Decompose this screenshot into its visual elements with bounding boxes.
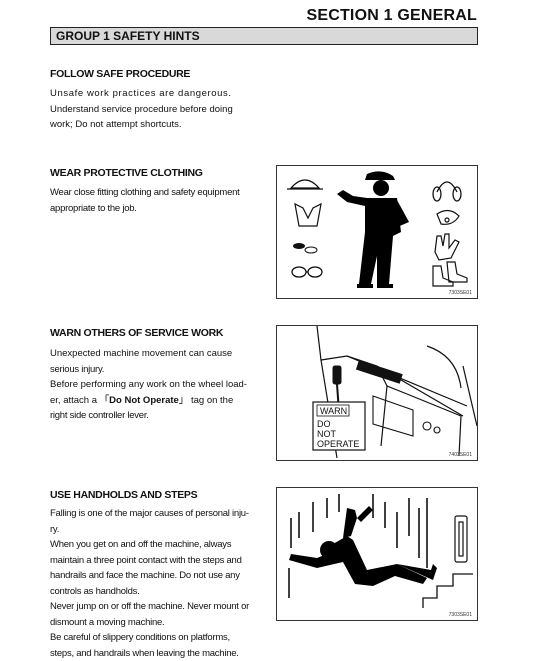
do-not-operate-quote: 「Do Not Operate」 xyxy=(100,395,189,406)
body-line: ry. xyxy=(50,522,262,538)
falling-worker-illustration xyxy=(277,488,477,620)
goggles-icon xyxy=(292,267,322,277)
body-line: right side controller lever. xyxy=(50,408,260,424)
group-title: GROUP 1 SAFETY HINTS xyxy=(56,29,200,43)
body-line: steps, and handrails when leaving the machine. xyxy=(50,646,262,661)
body-warn-others xyxy=(50,346,260,424)
body-line: handrails and face the machine. Do not use any xyxy=(50,568,262,584)
body-line: maintain a three point contact with the steps and xyxy=(50,553,262,569)
body-text-fragment: tag on the xyxy=(188,395,233,406)
warn-tag-line4: OPERATE xyxy=(317,439,359,449)
warn-tag-figure xyxy=(276,325,478,461)
steps-icon xyxy=(423,574,473,608)
hard-hat-icon xyxy=(287,180,323,189)
body-line: Unsafe work practices are dangerous. xyxy=(50,86,260,102)
safety-vest-icon xyxy=(295,204,321,226)
body-use-handholds xyxy=(50,506,262,661)
body-line: Before performing any work on the wheel load- xyxy=(50,377,260,393)
body-text-fragment: er, attach a xyxy=(50,395,97,406)
handrail-icon xyxy=(455,516,467,562)
warn-tag-line2: DO xyxy=(317,419,331,429)
heading-use-handholds: USE HANDHOLDS AND STEPS xyxy=(50,489,197,501)
respirator-icon xyxy=(437,210,459,224)
falling-figure xyxy=(276,487,478,621)
safety-boots-icon xyxy=(433,262,467,286)
body-line: Falling is one of the major causes of personal inju- xyxy=(50,506,262,522)
heading-wear-protective-clothing: WEAR PROTECTIVE CLOTHING xyxy=(50,167,203,179)
body-line: work; Do not attempt shortcuts. xyxy=(50,117,260,133)
warn-tag-line3: NOT xyxy=(317,429,337,439)
section-title: SECTION 1 GENERAL xyxy=(306,7,477,25)
body-line: Never jump on or off the machine. Never mount or xyxy=(50,599,262,615)
body-line: Unexpected machine movement can cause xyxy=(50,346,260,362)
body-follow-safe-procedure xyxy=(50,86,260,133)
protective-clothing-figure xyxy=(276,165,478,299)
warn-tag-line1: WARN xyxy=(320,406,347,416)
body-line: Be careful of slippery conditions on platforms, xyxy=(50,630,262,646)
figure-code: 7303SE01 xyxy=(449,612,472,618)
body-line: serious injury. xyxy=(50,362,260,378)
console-panel xyxy=(356,360,403,384)
falling-worker-icon xyxy=(289,506,437,586)
body-line xyxy=(50,393,260,409)
controller-lever-illustration xyxy=(277,326,477,460)
body-line: appropriate to the job. xyxy=(50,201,260,217)
body-line: Wear close fitting clothing and safety equipment xyxy=(50,185,260,201)
heading-warn-others: WARN OTHERS OF SERVICE WORK xyxy=(50,327,223,339)
ear-plugs-icon xyxy=(293,243,317,253)
body-line: Understand service procedure before doing xyxy=(50,102,260,118)
body-wear-protective-clothing xyxy=(50,185,260,216)
body-line: When you get on and off the machine, always xyxy=(50,537,262,553)
worker-icon xyxy=(337,171,409,288)
figure-code: 7403SE01 xyxy=(449,452,472,458)
ear-muffs-icon xyxy=(433,182,461,201)
gloves-icon xyxy=(435,234,459,260)
heading-follow-safe-procedure: FOLLOW SAFE PROCEDURE xyxy=(50,68,190,80)
figure-code: 7303SE01 xyxy=(449,290,472,296)
body-line: controls as handholds. xyxy=(50,584,262,600)
body-line: dismount a moving machine. xyxy=(50,615,262,631)
protective-gear-illustration xyxy=(277,166,477,298)
